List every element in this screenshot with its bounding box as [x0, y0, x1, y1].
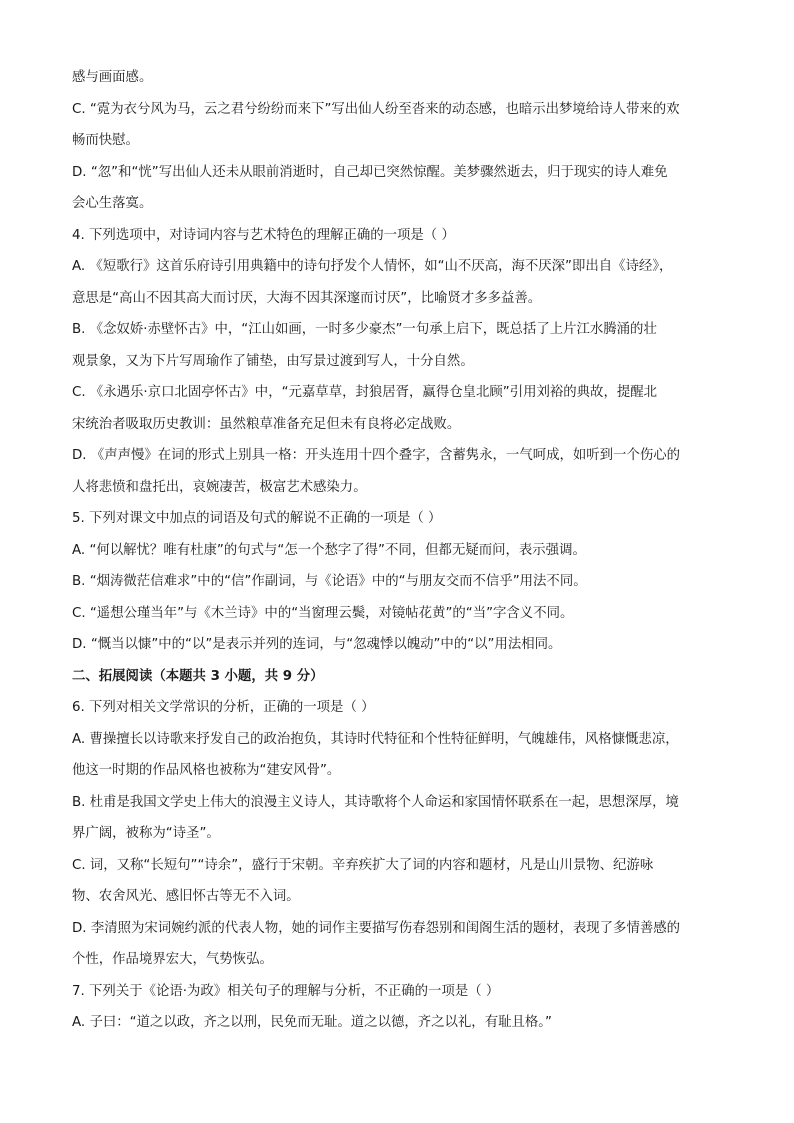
text-line: 他这一时期的作品风格也被称为“建安风骨”。: [72, 763, 341, 778]
text-line: 会心生落寞。: [72, 196, 153, 211]
text-line: 观景象，又为下片写周瑜作了铺垫，由写景过渡到写人，十分自然。: [72, 353, 474, 369]
text-line: 7. 下列关于《论语·为政》相关句子的理解与分析，不正确的一项是（ ）: [72, 983, 500, 999]
text-line: D. 李清照为宋词婉约派的代表人物，她的词作主要描写伤春怨别和闺阁生活的题材，表现了多情善感的: [72, 920, 681, 936]
text-line: 意思是“高山不因其高大而讨厌，大海不因其深邃而讨厌”，比喻贤才多多益善。: [72, 290, 542, 306]
text-line: 物、农舍风光、感旧怀古等无不入词。: [72, 889, 300, 904]
text-line: 感与画面感。: [72, 70, 153, 85]
text-line: A. 曹操擅长以诗歌来抒发自己的政治抱负，其诗时代特征和个性特征鲜明，气魄雄伟，风格慷慨悲凉，: [72, 731, 679, 747]
text-line: C. 《永遇乐·京口北固亭怀古》中，“元嘉草草，封狼居胥，赢得仓皇北顾”引用刘裕的典故，提醒北: [72, 385, 658, 400]
text-line: D. “慨当以慷”中的“以”是表示并列的连词，与“忽魂悸以魄动”中的“以”用法相同。: [72, 637, 562, 652]
text-line: A. 子曰：“道之以政，齐之以刑，民免而无耻。道之以德，齐之以礼，有耻且格。”: [72, 1015, 552, 1030]
text-line: A. 《短歌行》这首乐府诗引用典籍中的诗句抒发个人情怀，如“山不厌高，海不厌深”即出自《诗经》，: [72, 259, 673, 274]
text-line: 6. 下列对相关文学常识的分析，正确的一项是（ ）: [72, 700, 375, 715]
text-line: B. 杜甫是我国文学史上伟大的浪漫主义诗人，其诗歌将个人命运和家国情怀联系在一起，思想深厚，境: [72, 794, 679, 810]
text-line: 人将悲愤和盘托出，哀婉凄苦，极富艺术感染力。: [72, 479, 367, 495]
text-line: 4. 下列选项中，对诗词内容与艺术特色的理解正确的一项是（ ）: [72, 227, 455, 243]
section-heading: 二、拓展阅读（本题共 3 小题，共 9 分）: [72, 668, 324, 684]
text-line: C. “霓为衣兮风为马，云之君兮纷纷而来下”写出仙人纷至沓来的动态感，也暗示出梦境给诗人带来的欢: [72, 101, 680, 117]
text-line: B. “烟涛微茫信难求”中的“信”作副词，与《论语》中的“与朋友交而不信乎”用法不同。: [72, 574, 587, 589]
text-line: C. 词，又称“长短句”“诗余”，盛行于宋朝。辛弃疾扩大了词的内容和题材，凡是山川景物、纪游咏: [72, 857, 654, 873]
text-line: 个性，作品境界宏大，气势恢弘。: [72, 952, 273, 967]
page-body: [72, 62, 724, 1039]
text-line: C. “遥想公瑾当年”与《木兰诗》中的“当窗理云鬓，对镜帖花黄”的“当”字含义不同。: [72, 605, 574, 621]
text-line: 畅而快慰。: [72, 133, 139, 148]
text-line: 界广阔，被称为“诗圣”。: [72, 826, 220, 841]
text-line: 宋统治者吸取历史教训：虽然粮草准备充足但未有良将必定战败。: [72, 416, 461, 432]
text-line: B. 《念奴娇·赤壁怀古》中，“江山如画，一时多少豪杰”一句承上启下，既总括了上片江水腾涌的壮: [72, 322, 657, 337]
text-line: D. “忽”和“恍”写出仙人还未从眼前消逝时，自己却已突然惊醒。美梦骤然逝去，归于现实的诗人难免: [72, 164, 668, 180]
text-line: 5. 下列对课文中加点的词语及句式的解说不正确的一项是（ ）: [72, 511, 442, 526]
text-line: A. “何以解忧？唯有杜康”的句式与“怎一个愁字了得”不同，但都无疑而问，表示强调。: [72, 542, 586, 558]
text-line: D. 《声声慢》在词的形式上别具一格：开头连用十四个叠字，含蓄隽永，一气呵成，如听到一个伤心的: [72, 448, 681, 463]
